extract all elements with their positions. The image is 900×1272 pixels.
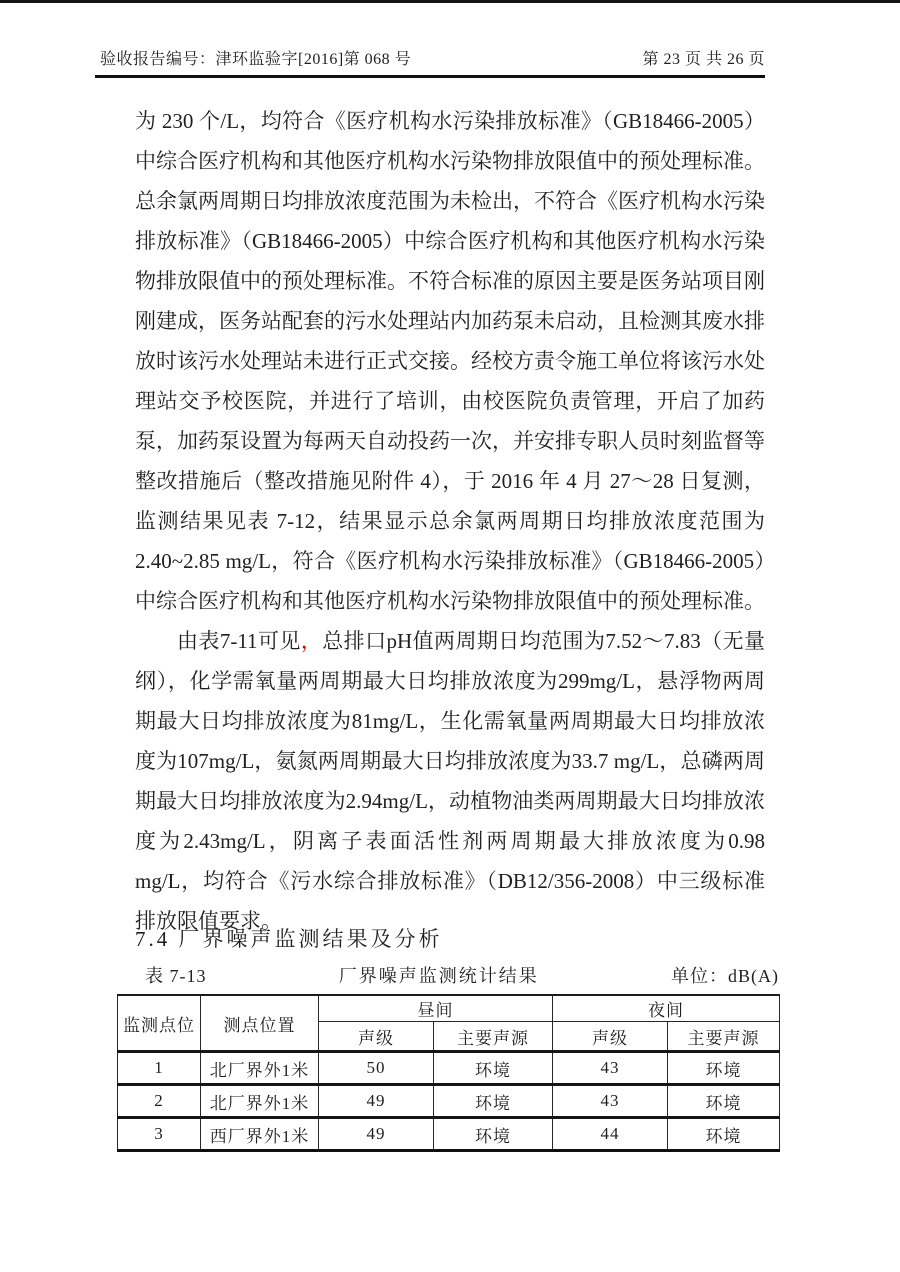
noise-monitoring-table [117,994,780,1152]
col-header-location: 测点位置 [201,995,319,1052]
cell-day-level: 50 [319,1052,434,1085]
col-header-night-level: 声级 [553,1022,668,1052]
cell-point: 3 [118,1118,201,1151]
table-row [118,1052,780,1085]
cell-location: 北厂界外1米 [201,1052,319,1085]
table-row [118,1118,780,1151]
cell-location: 西厂界外1米 [201,1118,319,1151]
report-number: 验收报告编号：津环监验字[2016]第 068 号 [100,51,412,68]
cell-day-source: 环境 [434,1085,553,1118]
scan-top-edge [0,0,900,3]
page-header [100,46,765,69]
cell-location: 北厂界外1米 [201,1085,319,1118]
cell-point: 2 [118,1085,201,1118]
cell-day-source: 环境 [434,1052,553,1085]
col-header-point: 监测点位 [118,995,201,1052]
header-rule [95,75,765,78]
col-header-night-source: 主要声源 [668,1022,780,1052]
cell-night-level: 43 [553,1052,668,1085]
table-title: 厂界噪声监测统计结果 [338,966,539,986]
col-header-daytime: 昼间 [319,995,553,1022]
cell-night-source: 环境 [668,1118,780,1151]
cell-day-level: 49 [319,1118,434,1151]
cell-day-source: 环境 [434,1118,553,1151]
cell-night-level: 43 [553,1085,668,1118]
paragraph-table-7-11-summary [135,621,765,941]
table-caption [117,961,779,991]
section-heading-7-4: 7.4 厂界噪声监测结果及分析 [135,927,443,951]
col-header-day-level: 声级 [319,1022,434,1052]
cell-night-source: 环境 [668,1052,780,1085]
col-header-day-source: 主要声源 [434,1022,553,1052]
table-row [118,1085,780,1118]
table-number: 表 7-13 [145,966,207,986]
red-comma: ， [300,629,323,653]
cell-night-level: 44 [553,1118,668,1151]
paragraph-wastewater-rectification: 为 230 个/L，均符合《医疗机构水污染排放标准》（GB18466-2005）中综合医疗机构和其他医疗机构水污染物排放限值中的预处理标准。总余氯两周期日均排放浓度范围为未检出，不符合《医疗机构水污染排放标准》（GB18466-2005）中综合医疗机构和其他医疗机构水污染物排放限值中的预处理标准。不符合标准的原因主要是医务站项目刚刚建成，医务站配套的污水处理站内加药泵未启动，且检测其废水排放时该污水处理站未进行正式交接。经校方责令施工单位将该污水处理站交予校医院，并进行了培训，由校医院负责管理，开启了加药泵，加药泵设置为每两天自动投药一次，并安排专职人员时刻监督等整改措施后（整改措施见附件 4），于 2016 年 4 月 27～28 日复测，监测结果见表 7-12，结果显示总余氯两周期日均排放浓度范围为2.40~2.85 mg/L，符合《医疗机构水污染排放标准》（GB18466-2005）中综合医疗机构和其他医疗机构水污染物排放限值中的预处理标准。 [135,109,765,613]
para2-lead: 由表7-11可见 [177,629,301,653]
page-number-info: 第 23 页 共 26 页 [642,51,765,68]
cell-point: 1 [118,1052,201,1085]
table-unit: 单位：dB(A) [671,966,779,986]
cell-night-source: 环境 [668,1085,780,1118]
para2-rest: 总排口pH值两周期日均范围为7.52～7.83（无量纲），化学需氧量两周期最大日均排放浓度为299mg/L，悬浮物两周期最大日均排放浓度为81mg/L，生化需氧量两周期最大日均排放浓度为107mg/L，氨氮两周期最大日均排放浓度为33.7 mg/L，总磷两周期最大日均排放浓度为2.94mg/L，动植物油类两周期最大日均排放浓度为2.43mg/L，阴离子表面活性剂两周期最大排放浓度为0.98 mg/L，均符合《污水综合排放标准》（DB12/356-2008）中三级标准排放限值要求。 [135,629,765,933]
body-text [135,101,765,941]
col-header-nighttime: 夜间 [553,995,780,1022]
cell-day-level: 49 [319,1085,434,1118]
